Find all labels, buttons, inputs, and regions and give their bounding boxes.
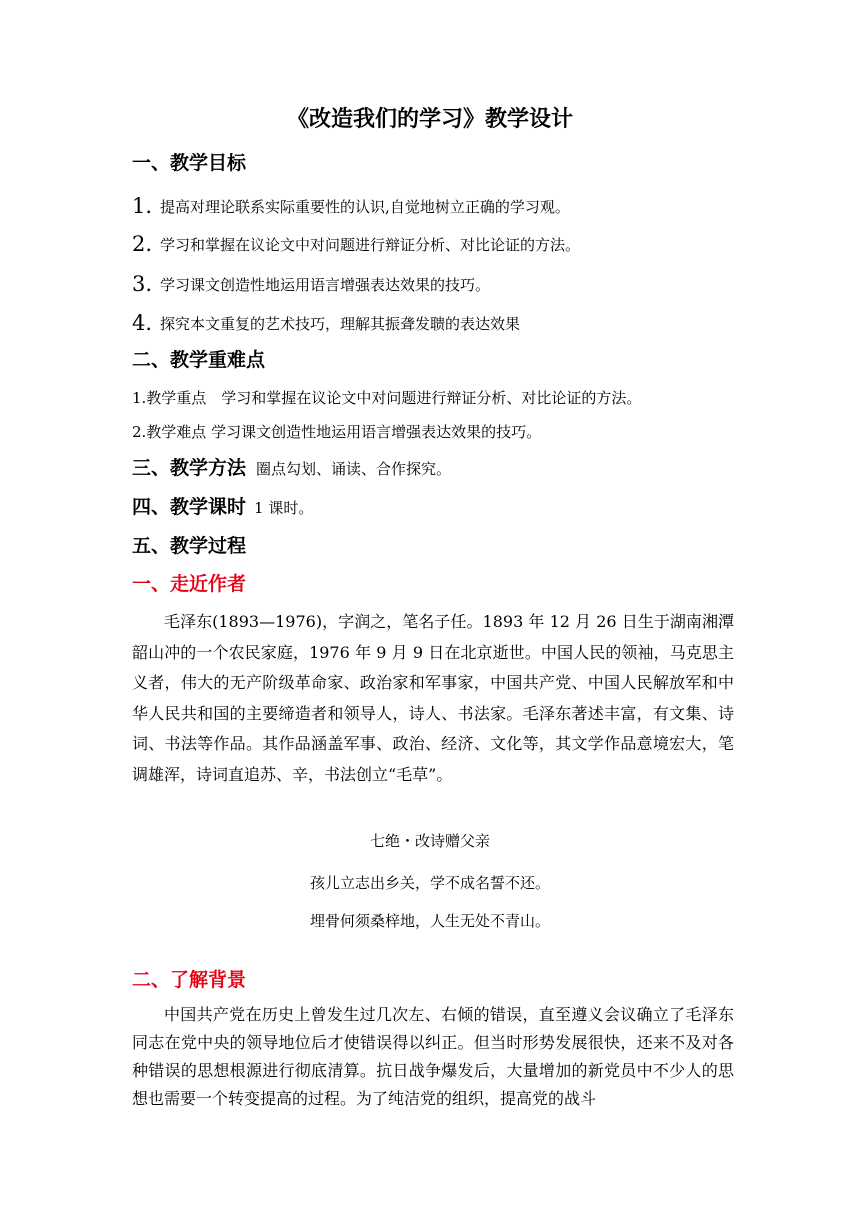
goal-item	[132, 270, 490, 299]
key-point-item: 1.教学重点 学习和掌握在议论文中对问题进行辩证分析、对比论证的方法。	[132, 389, 642, 407]
goal-item	[132, 230, 580, 259]
goal-text: 提高对理论联系实际重要性的认识,自觉地树立正确的学习观。	[160, 198, 570, 216]
section-heading-key-points: 二、教学重难点	[132, 349, 266, 371]
class-hours-text: 1 课时。	[254, 499, 314, 517]
subsection-heading-author: 一、走近作者	[132, 573, 247, 595]
goal-number: 1.	[132, 194, 153, 218]
section-teaching-method	[132, 454, 451, 483]
goal-number: 2.	[132, 232, 153, 256]
section-heading-teaching-process: 五、教学过程	[132, 535, 247, 557]
teaching-method-text: 圈点勾划、诵读、合作探究。	[256, 460, 452, 478]
section-heading-teaching-goals: 一、教学目标	[132, 152, 247, 174]
goal-number: 3.	[132, 272, 153, 296]
poem-line: 孩儿立志出乡关，学不成名誓不还。	[309, 874, 550, 892]
poem-line: 埋骨何须桑梓地，人生无处不青山。	[309, 912, 550, 930]
author-paragraph: 毛泽东(1893—1976)，字润之，笔名子任。1893 年 12 月 26 日生于湖南湘潭韶山冲的一个农民家庭，1976 年 9 月 9 日在北京逝世。中国人民的领袖，马克思主义者，伟大的无产阶级革命家、政治家和军事家，中国共产党、中国人民解放军和中华人民共和国的主要缔造者和领导人，诗人、书法家。毛泽东著述丰富，有文集、诗词、书法等作品。其作品涵盖军事、政治、经济、文化等，其文学作品意境宏大，笔调雄浑，诗词直追苏、辛，书法创立“毛草”。	[132, 612, 734, 784]
key-point-item: 2.教学难点 学习课文创造性地运用语言增强表达效果的技巧。	[132, 423, 542, 441]
subsection-heading-background: 二、了解背景	[132, 969, 247, 991]
goal-item	[132, 309, 520, 338]
document-title: 《改造我们的学习》教学设计	[286, 107, 573, 132]
section-class-hours	[132, 493, 313, 522]
goal-text: 学习课文创造性地运用语言增强表达效果的技巧。	[160, 276, 491, 294]
poem-title: 七绝・改诗赠父亲	[369, 832, 490, 850]
goal-text: 探究本文重复的艺术技巧，理解其振聋发聩的表达效果	[160, 315, 521, 333]
background-paragraph: 中国共产党在历史上曾发生过几次左、右倾的错误，直至遵义会议确立了毛泽东同志在党中央的领导地位后才使错误得以纠正。但当时形势发展很快，还来不及对各种错误的思想根源进行彻底清算。抗日战争爆发后，大量增加的新党员中不少人的思想也需要一个转变提高的过程。为了纯洁党的组织，提高党的战斗	[132, 1005, 734, 1108]
goal-text: 学习和掌握在议论文中对问题进行辩证分析、对比论证的方法。	[160, 236, 581, 254]
section-heading-class-hours: 四、教学课时	[132, 496, 247, 518]
goal-item	[132, 192, 570, 221]
section-heading-teaching-method: 三、教学方法	[132, 457, 247, 479]
goal-number: 4.	[132, 311, 153, 335]
